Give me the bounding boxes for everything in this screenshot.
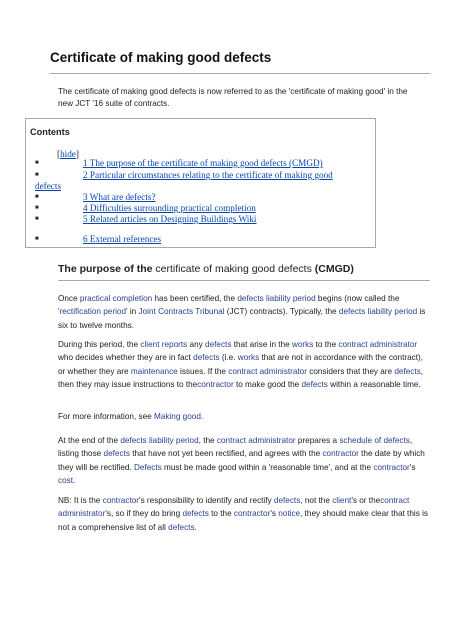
link-contract-administrator[interactable]: contract administrator xyxy=(338,340,418,349)
text: Once xyxy=(58,294,80,303)
text: During this period, the xyxy=(58,340,141,349)
text: , listing those xyxy=(58,436,413,459)
text: . xyxy=(194,522,197,532)
link-contract-administrator[interactable]: contract administrator xyxy=(58,496,410,519)
bullet-icon: ■ xyxy=(35,160,39,166)
section-heading-bold-prefix: The purpose of the xyxy=(58,263,153,275)
text: issues. If the xyxy=(177,366,229,376)
text: that are not in accordance with the contract), or whether they are xyxy=(58,353,424,376)
text: who decides whether they are in fact xyxy=(58,353,194,363)
link-client[interactable]: client xyxy=(332,496,352,505)
link-making-good[interactable]: Making good xyxy=(154,412,201,421)
link-rectification-period[interactable]: 'rectification period' xyxy=(58,307,128,317)
toc-item-number: 3 xyxy=(83,192,88,202)
paragraph-1 xyxy=(58,292,430,332)
link-defects[interactable]: defects xyxy=(182,509,209,519)
link-defects[interactable]: defects xyxy=(273,496,301,505)
link-contract-administrator[interactable]: contract administrator xyxy=(228,366,307,376)
link-contract-administrator[interactable]: contract administrator xyxy=(216,436,296,445)
text: 's, so if they do bring xyxy=(105,509,183,519)
toc-item-number: 2 xyxy=(83,170,88,180)
link-contractor[interactable]: contractor xyxy=(373,462,410,472)
text: prepares a xyxy=(295,436,340,445)
section-heading-middle: certificate of making good defects xyxy=(152,263,315,275)
toc-item-label: External references xyxy=(89,234,162,244)
text: At the end of the xyxy=(58,436,121,445)
text: . xyxy=(200,412,204,421)
toc-item-number: 6 xyxy=(83,234,88,244)
paragraph-2 xyxy=(58,338,430,391)
bullet-icon: ■ xyxy=(35,172,39,178)
text: has been certified, the xyxy=(152,294,238,303)
toc-link[interactable] xyxy=(83,203,256,215)
toc-item-label: Difficulties surrounding practical completion xyxy=(89,203,256,213)
link-reports[interactable]: reports xyxy=(161,340,188,349)
link-notice[interactable]: notice xyxy=(278,509,301,519)
link-defects-liability-period[interactable]: defects liability period xyxy=(237,294,316,303)
link-contractor[interactable]: contractor xyxy=(102,496,139,505)
toc-link[interactable] xyxy=(83,170,333,182)
paragraph-5 xyxy=(58,494,430,534)
toc-link[interactable] xyxy=(83,234,161,246)
bullet-icon: ■ xyxy=(35,216,39,222)
toc-hide-close-bracket: ] xyxy=(75,149,79,159)
toc-hide-link[interactable]: hide xyxy=(60,149,76,159)
text: begins (now called the xyxy=(315,294,400,303)
text: within a reasonable time. xyxy=(327,379,421,389)
text: 's or the xyxy=(351,496,381,505)
link-schedule-of-defects[interactable]: schedule of defects xyxy=(339,436,410,445)
text: in xyxy=(127,307,139,317)
link-contractor[interactable]: contractor xyxy=(233,509,271,519)
text: , they should make clear that this is not a comprehensive list of all xyxy=(58,509,428,532)
toc-item-number: 4 xyxy=(83,203,88,213)
toc-item-label: The purpose of the certificate of making good defects (CMGD) xyxy=(89,158,323,168)
toc-link[interactable] xyxy=(83,192,156,204)
link-works[interactable]: works xyxy=(237,353,260,363)
text: , the xyxy=(198,436,217,445)
link-contractor[interactable]: contractor xyxy=(322,449,359,459)
link-contractor[interactable]: contractor xyxy=(197,379,234,389)
text: NB: It is the xyxy=(58,496,103,505)
text: any xyxy=(187,340,206,349)
link-defects[interactable]: defects xyxy=(301,379,328,389)
text: , then they may issue instructions to the xyxy=(58,366,424,389)
link-practical-completion[interactable]: practical completion xyxy=(79,294,153,303)
text: must be made good within a 'reasonable time', and at the xyxy=(161,462,374,472)
bullet-icon: ■ xyxy=(35,236,39,242)
link-works[interactable]: works xyxy=(291,340,314,349)
text: 's responsibility to identify and rectify xyxy=(139,496,274,505)
text: to the xyxy=(313,340,339,349)
toc-item-number: 5 xyxy=(83,214,88,224)
toc-item-label: Particular circumstances relating to the certificate of making good xyxy=(89,170,333,180)
toc-item-label: Related articles on Designing Buildings Wiki xyxy=(89,214,257,224)
link-maintenance[interactable]: maintenance xyxy=(130,366,178,376)
link-defects[interactable]: defects xyxy=(103,449,130,459)
toc-title: Contents xyxy=(30,127,70,137)
section-heading xyxy=(58,263,354,275)
link-defects[interactable]: defects xyxy=(205,340,232,349)
text: the date by which they will be rectified. xyxy=(58,449,425,472)
toc-item-label[interactable]: defects xyxy=(35,181,62,191)
paragraph-4 xyxy=(58,434,430,487)
toc-hide-toggle[interactable] xyxy=(57,149,79,159)
toc-item-label: What are defects? xyxy=(89,192,156,202)
link-cost[interactable]: cost xyxy=(58,475,74,485)
text: to the xyxy=(208,509,234,519)
toc-item-number: 1 xyxy=(83,158,88,168)
text: considers that they are xyxy=(306,366,395,376)
text: (i.e. xyxy=(219,353,238,363)
section-heading-bold-suffix: (CMGD) xyxy=(314,263,354,275)
text: that arise in the xyxy=(231,340,292,349)
text: , not the xyxy=(300,496,333,505)
link-client[interactable]: client xyxy=(140,340,160,349)
text: 's xyxy=(409,462,416,472)
link-defects[interactable]: Defects xyxy=(134,462,162,472)
link-defects-liability-period[interactable]: defects liability period xyxy=(120,436,199,445)
text: 's xyxy=(270,509,279,519)
bullet-icon: ■ xyxy=(35,205,39,211)
link-defects[interactable]: defects xyxy=(394,366,421,376)
title-divider xyxy=(50,73,430,74)
intro-paragraph: The certificate of making good defects is now referred to as the 'certificate of making good' in the new JCT '16 suite of contracts. xyxy=(58,87,408,108)
text: (JCT) contracts). Typically, the xyxy=(224,307,339,317)
bullet-icon: ■ xyxy=(35,194,39,200)
link-defects[interactable]: defects xyxy=(193,353,220,363)
text: is six to twelve months. xyxy=(58,307,426,330)
toc-link[interactable] xyxy=(83,158,323,170)
link-joint-contracts-tribunal[interactable]: Joint Contracts Tribunal xyxy=(138,307,225,317)
page-title: Certificate of making good defects xyxy=(50,50,272,65)
text: . xyxy=(73,475,76,485)
text: to make good the xyxy=(233,379,302,389)
toc-hide-open-bracket: [ xyxy=(57,149,61,159)
toc-link[interactable] xyxy=(83,214,257,226)
text: that have not yet been rectified, and agrees with the xyxy=(129,449,323,459)
paragraph-3 xyxy=(58,410,430,423)
link-defects[interactable]: defects xyxy=(168,522,195,532)
table-of-contents xyxy=(25,118,376,248)
text: For more information, see xyxy=(58,412,155,421)
section-divider xyxy=(58,280,430,281)
link-defects-liability-period[interactable]: defects liability period xyxy=(338,307,418,317)
